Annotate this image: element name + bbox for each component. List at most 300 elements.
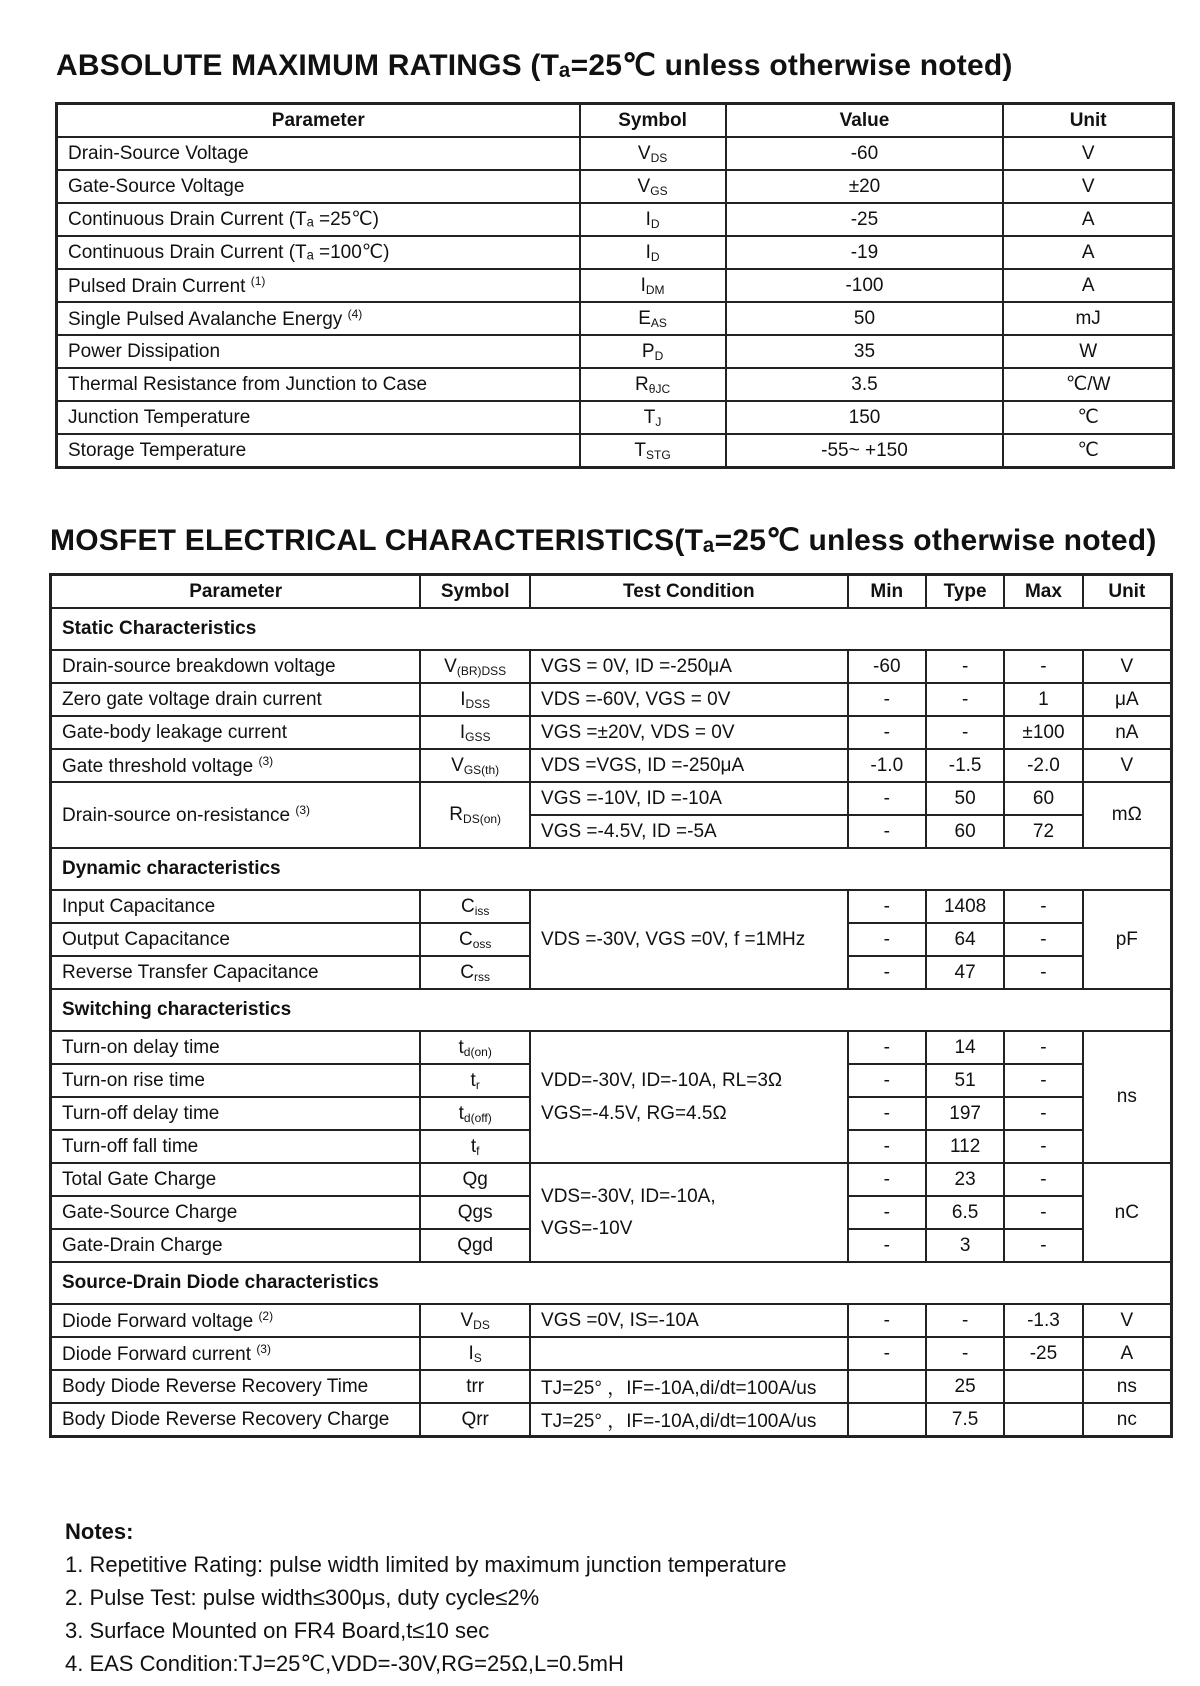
symbol-text: t xyxy=(470,1135,477,1157)
symbol-cell xyxy=(420,923,530,956)
param-cell xyxy=(57,269,580,302)
param-cell xyxy=(51,890,421,923)
table-row xyxy=(57,137,1174,170)
min-cell: - xyxy=(848,1097,926,1130)
param-cell xyxy=(57,203,580,236)
col-header: Max xyxy=(1004,575,1082,609)
symbol-cell xyxy=(580,236,726,269)
param-cell xyxy=(51,1403,421,1437)
max-cell: - xyxy=(1004,1097,1082,1130)
symbol-text: T xyxy=(643,406,656,428)
condition-line: VGS=-10V xyxy=(541,1217,633,1239)
elec-header-row xyxy=(51,575,1172,609)
param-cell xyxy=(51,923,421,956)
table-row xyxy=(57,302,1174,335)
symbol-subscript: S xyxy=(473,1350,482,1365)
symbol-cell xyxy=(420,1097,530,1130)
symbol-text: V xyxy=(460,1309,474,1331)
typ-cell: 7.5 xyxy=(926,1403,1004,1437)
table-row xyxy=(51,683,1172,716)
unit-cell: nA xyxy=(1083,716,1172,749)
symbol-subscript: AS xyxy=(650,315,667,330)
symbol-cell xyxy=(420,683,530,716)
section-title: Static Characteristics xyxy=(51,608,1172,650)
param-text: Single Pulsed Avalanche Energy xyxy=(68,308,343,330)
param-cell xyxy=(51,683,421,716)
max-cell: -2.0 xyxy=(1004,749,1082,782)
max-cell: - xyxy=(1004,923,1082,956)
symbol-subscript: iss xyxy=(474,903,490,918)
symbol-cell xyxy=(580,401,726,434)
param-cell xyxy=(51,1163,421,1196)
symbol-subscript: D xyxy=(650,249,660,264)
abs-max-header-row xyxy=(57,104,1174,138)
param-text: Diode Forward current xyxy=(62,1343,252,1365)
symbol-text: I xyxy=(645,208,651,230)
unit-cell: ns xyxy=(1083,1031,1172,1163)
max-cell: - xyxy=(1004,1031,1082,1064)
col-header: Symbol xyxy=(420,575,530,609)
min-cell: - xyxy=(848,716,926,749)
symbol-text: C xyxy=(458,928,473,950)
symbol-text: trr xyxy=(466,1375,485,1397)
table-row xyxy=(51,1163,1172,1196)
min-cell: - xyxy=(848,1196,926,1229)
col-header: Value xyxy=(726,104,1004,138)
param-cell xyxy=(57,368,580,401)
table-row xyxy=(57,269,1174,302)
condition-cell: VGS =-10V, ID =-10A xyxy=(530,782,848,815)
unit-cell: A xyxy=(1003,269,1173,302)
param-text: Gate-Drain Charge xyxy=(62,1234,223,1256)
condition-cell: VGS =-4.5V, ID =-5A xyxy=(530,815,848,848)
min-cell: -60 xyxy=(848,650,926,683)
typ-cell: 14 xyxy=(926,1031,1004,1064)
param-text: Input Capacitance xyxy=(62,895,216,917)
unit-cell: V xyxy=(1003,137,1173,170)
symbol-subscript: f xyxy=(476,1143,480,1158)
param-text: Gate-Source Charge xyxy=(62,1201,238,1223)
table-row xyxy=(57,434,1174,468)
section-row xyxy=(51,608,1172,650)
symbol-subscript: r xyxy=(475,1077,480,1092)
min-cell: - xyxy=(848,890,926,923)
max-cell: - xyxy=(1004,1130,1082,1163)
typ-cell: 47 xyxy=(926,956,1004,989)
table-row xyxy=(51,650,1172,683)
param-text: Gate threshold voltage xyxy=(62,755,254,777)
typ-cell: - xyxy=(926,683,1004,716)
param-text: Total Gate Charge xyxy=(62,1168,217,1190)
unit-cell: ℃ xyxy=(1003,434,1173,468)
symbol-cell xyxy=(420,1403,530,1437)
typ-cell: 3 xyxy=(926,1229,1004,1262)
symbol-cell xyxy=(580,269,726,302)
param-text: Drain-source on-resistance xyxy=(62,805,291,826)
value-cell: -19 xyxy=(726,236,1004,269)
unit-cell: pF xyxy=(1083,890,1172,989)
unit-cell: V xyxy=(1003,170,1173,203)
symbol-cell xyxy=(580,368,726,401)
param-text: Junction Temperature xyxy=(68,406,251,428)
symbol-cell xyxy=(580,434,726,468)
symbol-text: I xyxy=(640,274,646,296)
param-text: Continuous Drain Current (Tₐ =25℃) xyxy=(68,209,379,230)
table-row xyxy=(51,749,1172,782)
table-row xyxy=(51,1403,1172,1437)
condition-cell: VGS =±20V, VDS = 0V xyxy=(530,716,848,749)
symbol-cell xyxy=(420,716,530,749)
param-text: Continuous Drain Current (Tₐ =100℃) xyxy=(68,242,390,263)
min-cell: - xyxy=(848,1163,926,1196)
symbol-text: Qgs xyxy=(457,1201,493,1223)
symbol-text: C xyxy=(460,961,475,983)
note-item: 2. Pulse Test: pulse width≤300μs, duty cycle≤2% xyxy=(65,1585,540,1610)
param-text: Drain-Source Voltage xyxy=(68,142,249,164)
param-text: Turn-on delay time xyxy=(62,1036,220,1058)
param-text: Turn-on rise time xyxy=(62,1069,205,1091)
param-cell xyxy=(51,1097,421,1130)
symbol-cell xyxy=(580,170,726,203)
col-header: Parameter xyxy=(57,104,580,138)
min-cell: - xyxy=(848,1304,926,1337)
symbol-subscript: DM xyxy=(645,282,665,297)
condition-cell: VDS =VGS, ID =-250μA xyxy=(530,749,848,782)
symbol-subscript: rss xyxy=(474,969,491,984)
param-text: Pulsed Drain Current xyxy=(68,275,246,297)
min-cell: - xyxy=(848,1337,926,1370)
symbol-text: V xyxy=(637,175,651,197)
condition-cell xyxy=(530,1163,848,1262)
symbol-subscript: DS(on) xyxy=(463,812,502,826)
param-text: Zero gate voltage drain current xyxy=(62,688,322,710)
param-cell xyxy=(51,1196,421,1229)
param-cell xyxy=(57,236,580,269)
footnote-ref: (2) xyxy=(258,1308,274,1323)
max-cell: -25 xyxy=(1004,1337,1082,1370)
param-cell xyxy=(51,1229,421,1262)
param-cell xyxy=(57,170,580,203)
unit-cell: A xyxy=(1003,236,1173,269)
param-cell xyxy=(51,1370,421,1403)
max-cell: - xyxy=(1004,1196,1082,1229)
typ-cell: -1.5 xyxy=(926,749,1004,782)
symbol-cell xyxy=(580,302,726,335)
param-text: Body Diode Reverse Recovery Time xyxy=(62,1375,369,1397)
unit-cell: nc xyxy=(1083,1403,1172,1437)
typ-cell: 60 xyxy=(926,815,1004,848)
param-text: Output Capacitance xyxy=(62,928,230,950)
min-cell: - xyxy=(848,782,926,815)
param-cell xyxy=(51,1304,421,1337)
symbol-subscript: STG xyxy=(646,447,671,462)
symbol-cell xyxy=(420,650,530,683)
symbol-text: R xyxy=(449,804,464,825)
symbol-text: R xyxy=(635,373,649,395)
param-cell xyxy=(51,716,421,749)
table-row xyxy=(57,170,1174,203)
param-cell xyxy=(57,401,580,434)
typ-cell: 112 xyxy=(926,1130,1004,1163)
min-cell xyxy=(848,1403,926,1437)
param-cell xyxy=(51,1031,421,1064)
unit-cell: mΩ xyxy=(1083,782,1172,848)
max-cell xyxy=(1004,1370,1082,1403)
param-text: Storage Temperature xyxy=(68,439,247,461)
symbol-text: I xyxy=(459,721,466,743)
symbol-subscript: (BR)DSS xyxy=(456,663,507,678)
unit-cell: V xyxy=(1083,1304,1172,1337)
value-cell: -25 xyxy=(726,203,1004,236)
symbol-cell xyxy=(420,1304,530,1337)
elec-table xyxy=(49,573,1173,1438)
symbol-cell xyxy=(420,1031,530,1064)
param-text: Turn-off fall time xyxy=(62,1135,199,1157)
footnote-ref: (4) xyxy=(347,306,363,321)
symbol-subscript: GS(th) xyxy=(463,762,500,777)
symbol-text: I xyxy=(468,1342,474,1364)
param-text: Turn-off delay time xyxy=(62,1102,220,1124)
symbol-text: I xyxy=(460,688,466,710)
max-cell: 60 xyxy=(1004,782,1082,815)
unit-cell: ℃ xyxy=(1003,401,1173,434)
table-row xyxy=(51,890,1172,923)
symbol-subscript: J xyxy=(655,414,662,429)
symbol-subscript: D xyxy=(654,348,664,363)
param-text: Thermal Resistance from Junction to Case xyxy=(68,373,428,395)
max-cell: -1.3 xyxy=(1004,1304,1082,1337)
min-cell: - xyxy=(848,1064,926,1097)
min-cell: - xyxy=(848,1229,926,1262)
unit-cell: W xyxy=(1003,335,1173,368)
symbol-cell xyxy=(420,749,530,782)
param-cell xyxy=(51,1064,421,1097)
note-item: 4. EAS Condition:TJ=25℃,VDD=-30V,RG=25Ω,L=0.5mH xyxy=(65,1651,624,1676)
param-cell xyxy=(51,1130,421,1163)
param-cell xyxy=(57,137,580,170)
symbol-text: V xyxy=(444,655,457,677)
table-row xyxy=(57,236,1174,269)
section-title: Source-Drain Diode characteristics xyxy=(51,1262,1172,1304)
symbol-text: Qg xyxy=(462,1168,488,1190)
symbol-cell xyxy=(420,1370,530,1403)
note-item: 1. Repetitive Rating: pulse width limited by maximum junction temperature xyxy=(65,1552,787,1577)
value-cell: 3.5 xyxy=(726,368,1004,401)
section-row xyxy=(51,1262,1172,1304)
max-cell: 1 xyxy=(1004,683,1082,716)
param-cell xyxy=(57,302,580,335)
param-cell xyxy=(51,749,421,782)
symbol-cell xyxy=(420,1196,530,1229)
min-cell: - xyxy=(848,815,926,848)
param-cell xyxy=(51,782,421,848)
unit-cell: mJ xyxy=(1003,302,1173,335)
max-cell: - xyxy=(1004,1064,1082,1097)
typ-cell: - xyxy=(926,650,1004,683)
symbol-cell xyxy=(420,1229,530,1262)
symbol-cell xyxy=(420,1064,530,1097)
symbol-subscript: GS xyxy=(650,183,668,198)
typ-cell: 51 xyxy=(926,1064,1004,1097)
typ-cell: 23 xyxy=(926,1163,1004,1196)
max-cell: 72 xyxy=(1004,815,1082,848)
value-cell: 150 xyxy=(726,401,1004,434)
col-header: Unit xyxy=(1083,575,1172,609)
symbol-text: C xyxy=(460,895,475,917)
unit-cell: A xyxy=(1083,1337,1172,1370)
max-cell: - xyxy=(1004,956,1082,989)
table-row xyxy=(51,716,1172,749)
max-cell xyxy=(1004,1403,1082,1437)
unit-cell: V xyxy=(1083,650,1172,683)
symbol-cell xyxy=(420,890,530,923)
min-cell: - xyxy=(848,1130,926,1163)
max-cell: - xyxy=(1004,650,1082,683)
symbol-cell xyxy=(420,782,530,848)
typ-cell: 6.5 xyxy=(926,1196,1004,1229)
symbol-cell xyxy=(420,1163,530,1196)
typ-cell: - xyxy=(926,716,1004,749)
param-text: Drain-source breakdown voltage xyxy=(62,655,336,677)
value-cell: -55~ +150 xyxy=(726,434,1004,468)
col-header: Unit xyxy=(1003,104,1173,138)
value-cell: ±20 xyxy=(726,170,1004,203)
max-cell: ±100 xyxy=(1004,716,1082,749)
col-header: Symbol xyxy=(580,104,726,138)
param-text: Body Diode Reverse Recovery Charge xyxy=(62,1408,390,1430)
notes-title: Notes: xyxy=(65,1519,134,1544)
symbol-subscript: θJC xyxy=(648,381,671,396)
typ-cell: - xyxy=(926,1304,1004,1337)
symbol-subscript: d(off) xyxy=(463,1110,492,1125)
condition-line: VGS=-4.5V, RG=4.5Ω xyxy=(541,1103,727,1124)
param-text: Gate-body leakage current xyxy=(62,721,287,743)
col-header: Test Condition xyxy=(530,575,848,609)
table-row xyxy=(57,335,1174,368)
unit-cell: ns xyxy=(1083,1370,1172,1403)
symbol-text: t xyxy=(458,1036,464,1058)
value-cell: 35 xyxy=(726,335,1004,368)
unit-cell: μA xyxy=(1083,683,1172,716)
param-cell xyxy=(57,434,580,468)
symbol-text: V xyxy=(637,142,651,164)
param-text: Power Dissipation xyxy=(68,340,221,362)
typ-cell: - xyxy=(926,1337,1004,1370)
param-cell xyxy=(51,650,421,683)
abs-max-title: ABSOLUTE MAXIMUM RATINGS (Tₐ=25℃ unless otherwise noted) xyxy=(56,49,1013,82)
symbol-text: E xyxy=(638,307,651,329)
symbol-text: P xyxy=(641,340,655,362)
condition-line: VDD=-30V, ID=-10A, RL=3Ω xyxy=(541,1070,783,1091)
max-cell: - xyxy=(1004,890,1082,923)
min-cell xyxy=(848,1370,926,1403)
param-cell xyxy=(51,1337,421,1370)
min-cell: - xyxy=(848,956,926,989)
symbol-text: t xyxy=(470,1069,476,1091)
symbol-text: I xyxy=(645,241,651,263)
symbol-cell xyxy=(580,137,726,170)
symbol-text: Qrr xyxy=(461,1408,489,1430)
table-row xyxy=(57,203,1174,236)
symbol-cell xyxy=(420,956,530,989)
min-cell: -1.0 xyxy=(848,749,926,782)
symbol-text: t xyxy=(458,1102,464,1124)
col-header: Parameter xyxy=(51,575,421,609)
notes xyxy=(65,1515,786,1680)
max-cell: - xyxy=(1004,1229,1082,1262)
symbol-cell xyxy=(580,203,726,236)
footnote-ref: (3) xyxy=(256,1341,271,1356)
col-header: Type xyxy=(926,575,1004,609)
min-cell: - xyxy=(848,1031,926,1064)
param-cell xyxy=(51,956,421,989)
condition-line: VDS=-30V, ID=-10A, xyxy=(541,1185,716,1207)
section-title: Switching characteristics xyxy=(51,989,1172,1031)
symbol-subscript: DSS xyxy=(465,696,491,711)
symbol-cell xyxy=(420,1337,530,1370)
symbol-cell xyxy=(420,1130,530,1163)
min-cell: - xyxy=(848,923,926,956)
condition-cell: VGS = 0V, ID =-250μA xyxy=(530,650,848,683)
table-row xyxy=(51,782,1172,815)
typ-cell: 64 xyxy=(926,923,1004,956)
elec-title: MOSFET ELECTRICAL CHARACTERISTICS(Tₐ=25℃ unless otherwise noted) xyxy=(50,524,1157,557)
symbol-subscript: oss xyxy=(472,936,492,951)
symbol-cell xyxy=(580,335,726,368)
table-row xyxy=(57,368,1174,401)
table-row xyxy=(51,1370,1172,1403)
section-row xyxy=(51,848,1172,890)
typ-cell: 50 xyxy=(926,782,1004,815)
symbol-subscript: GSS xyxy=(465,729,491,744)
param-text: Diode Forward voltage xyxy=(62,1310,254,1332)
symbol-subscript: d(on) xyxy=(463,1044,492,1059)
section-title: Dynamic characteristics xyxy=(51,848,1172,890)
footnote-ref: (1) xyxy=(250,273,266,288)
unit-cell: nC xyxy=(1083,1163,1172,1262)
value-cell: -60 xyxy=(726,137,1004,170)
symbol-subscript: DS xyxy=(650,150,668,165)
table-row xyxy=(51,1031,1172,1064)
note-item: 3. Surface Mounted on FR4 Board,t≤10 sec xyxy=(65,1618,490,1643)
condition-cell: VDS =-30V, VGS =0V, f =1MHz xyxy=(530,890,848,989)
footnote-ref: (3) xyxy=(258,753,274,768)
condition-cell xyxy=(530,1031,848,1163)
value-cell: 50 xyxy=(726,302,1004,335)
unit-cell: V xyxy=(1083,749,1172,782)
symbol-text: Qgd xyxy=(457,1234,494,1256)
condition-cell: TJ=25° ，IF=-10A,di/dt=100A/us xyxy=(530,1370,848,1403)
table-row xyxy=(51,1337,1172,1370)
table-row xyxy=(57,401,1174,434)
unit-cell: A xyxy=(1003,203,1173,236)
unit-cell: ℃/W xyxy=(1003,368,1173,401)
param-cell xyxy=(57,335,580,368)
symbol-subscript: D xyxy=(650,216,660,231)
condition-cell: VDS =-60V, VGS = 0V xyxy=(530,683,848,716)
param-text: Reverse Transfer Capacitance xyxy=(62,961,319,983)
section-row xyxy=(51,989,1172,1031)
symbol-text: T xyxy=(634,439,647,461)
footnote-ref: (3) xyxy=(295,803,311,817)
condition-cell: TJ=25° ，IF=-10A,di/dt=100A/us xyxy=(530,1403,848,1437)
param-text: Gate-Source Voltage xyxy=(68,175,245,197)
typ-cell: 1408 xyxy=(926,890,1004,923)
min-cell: - xyxy=(848,683,926,716)
table-row xyxy=(51,1304,1172,1337)
max-cell: - xyxy=(1004,1163,1082,1196)
condition-cell: VGS =0V, IS=-10A xyxy=(530,1304,848,1337)
